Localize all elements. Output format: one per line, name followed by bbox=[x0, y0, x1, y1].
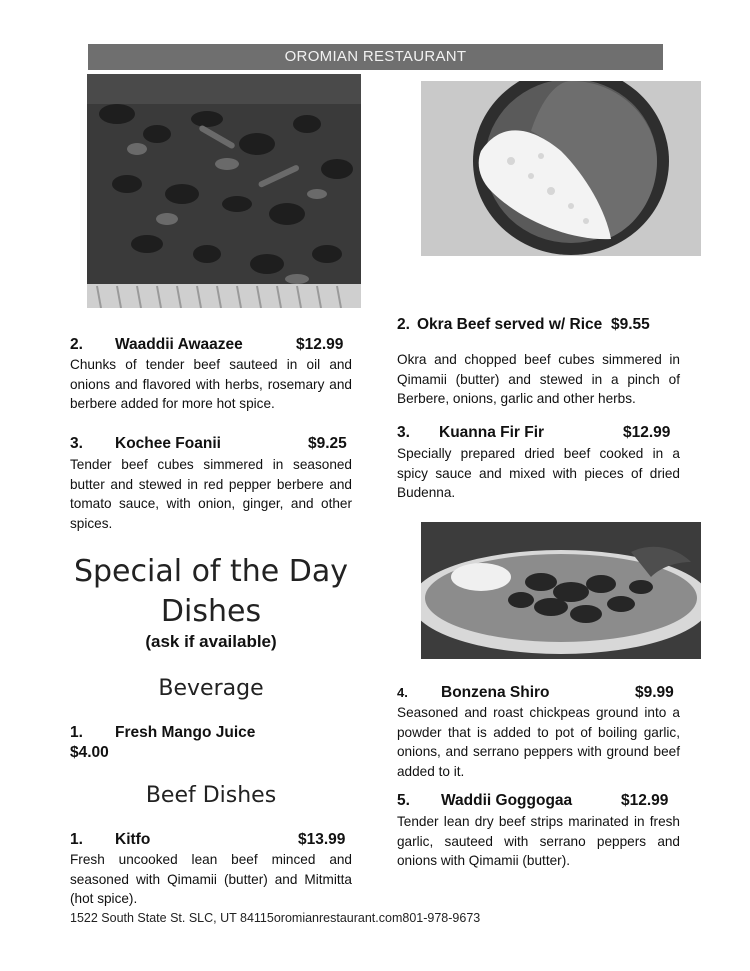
photo-beef-plate bbox=[421, 522, 701, 659]
item-price: $12.99 bbox=[296, 336, 344, 353]
beverage-title-text: Beverage bbox=[158, 676, 264, 701]
menu-item-kochee-foanii bbox=[70, 434, 352, 533]
item-name: Waddii Goggogaa bbox=[441, 792, 573, 809]
menu-item-waaddii-awaazee bbox=[70, 335, 352, 414]
special-of-day-title bbox=[60, 552, 362, 632]
restaurant-header bbox=[88, 44, 663, 70]
footer-contact bbox=[70, 911, 480, 925]
item-description: Tender beef cubes simmered in seasoned butter and stewed in red pepper berbere and tomato sauce, with onion, ginger, and other spices. bbox=[70, 457, 352, 531]
item-description: Chunks of tender beef sauteed in oil and onions and flavored with herbs, rosemary and berbere added for more hot spice. bbox=[70, 357, 352, 411]
item-description: Fresh uncooked lean beef minced and seasoned with Qimamii (butter) and Mitmitta (hot spice). bbox=[70, 852, 352, 906]
item-name: Fresh Mango Juice bbox=[115, 724, 256, 741]
item-price: $12.99 bbox=[621, 792, 669, 809]
item-number: 2. bbox=[397, 316, 410, 333]
item-name: Kuanna Fir Fir bbox=[439, 424, 545, 441]
restaurant-name: OROMIAN RESTAURANT bbox=[284, 48, 467, 65]
item-number: 1. bbox=[70, 831, 83, 848]
item-description: Okra and chopped beef cubes simmered in Qimamii (butter) and stewed in a pinch of Berbere, onions, garlic and other herbs. bbox=[397, 352, 680, 406]
item-name: Kitfo bbox=[115, 831, 151, 848]
menu-item-kuanna-fir-fir bbox=[397, 423, 680, 503]
menu-item-kitfo bbox=[70, 830, 352, 909]
footer-website[interactable]: oromianrestaurant.com bbox=[273, 911, 403, 925]
item-description: Seasoned and roast chickpeas ground into a powder that is added to pot of boiling garlic, onions, and serrano peppers with ground beef added to it. bbox=[397, 705, 680, 779]
special-note bbox=[60, 632, 362, 652]
item-price: $13.99 bbox=[298, 831, 346, 848]
item-price: $4.00 bbox=[70, 744, 109, 761]
special-title-line2: Dishes bbox=[160, 594, 262, 629]
item-price: $9.55 bbox=[611, 316, 650, 333]
menu-item-bonzena-shiro bbox=[397, 683, 680, 781]
item-number: 3. bbox=[397, 424, 410, 441]
beverage-title bbox=[60, 676, 362, 701]
item-name: Bonzena Shiro bbox=[441, 684, 550, 701]
item-description: Specially prepared dried beef cooked in a spicy sauce and mixed with pieces of dried Budenna. bbox=[397, 446, 680, 500]
special-title-line1: Special of the Day bbox=[73, 554, 349, 589]
photo-beef-tray bbox=[87, 74, 361, 308]
item-price: $9.25 bbox=[308, 435, 347, 452]
menu-item-mango-juice bbox=[70, 723, 352, 763]
item-name: Kochee Foanii bbox=[115, 435, 221, 452]
item-description: Tender lean dry beef strips marinated in fresh garlic, sauteed with serrano peppers and onions with Qimamii (butter). bbox=[397, 814, 680, 868]
item-number: 2. bbox=[70, 336, 83, 353]
item-name: Waaddii Awaazee bbox=[115, 336, 243, 353]
beef-dishes-title-text: Beef Dishes bbox=[145, 783, 277, 808]
item-name: Okra Beef served w/ Rice bbox=[417, 316, 603, 333]
footer-address: 1522 South State St. SLC, UT 84115 bbox=[70, 911, 274, 925]
item-price: $12.99 bbox=[623, 424, 671, 441]
item-number: 1. bbox=[70, 724, 83, 741]
special-note-text: (ask if available) bbox=[145, 632, 277, 651]
item-number: 5. bbox=[397, 792, 410, 809]
item-number: 4. bbox=[397, 685, 408, 700]
menu-item-waddii-goggogaa bbox=[397, 791, 680, 871]
item-price: $9.99 bbox=[635, 684, 674, 701]
menu-item-okra-beef bbox=[397, 315, 680, 409]
footer-phone: 801-978-9673 bbox=[402, 911, 481, 925]
photo-okra-bowl bbox=[421, 81, 701, 256]
item-number: 3. bbox=[70, 435, 83, 452]
beef-dishes-title bbox=[60, 783, 362, 808]
